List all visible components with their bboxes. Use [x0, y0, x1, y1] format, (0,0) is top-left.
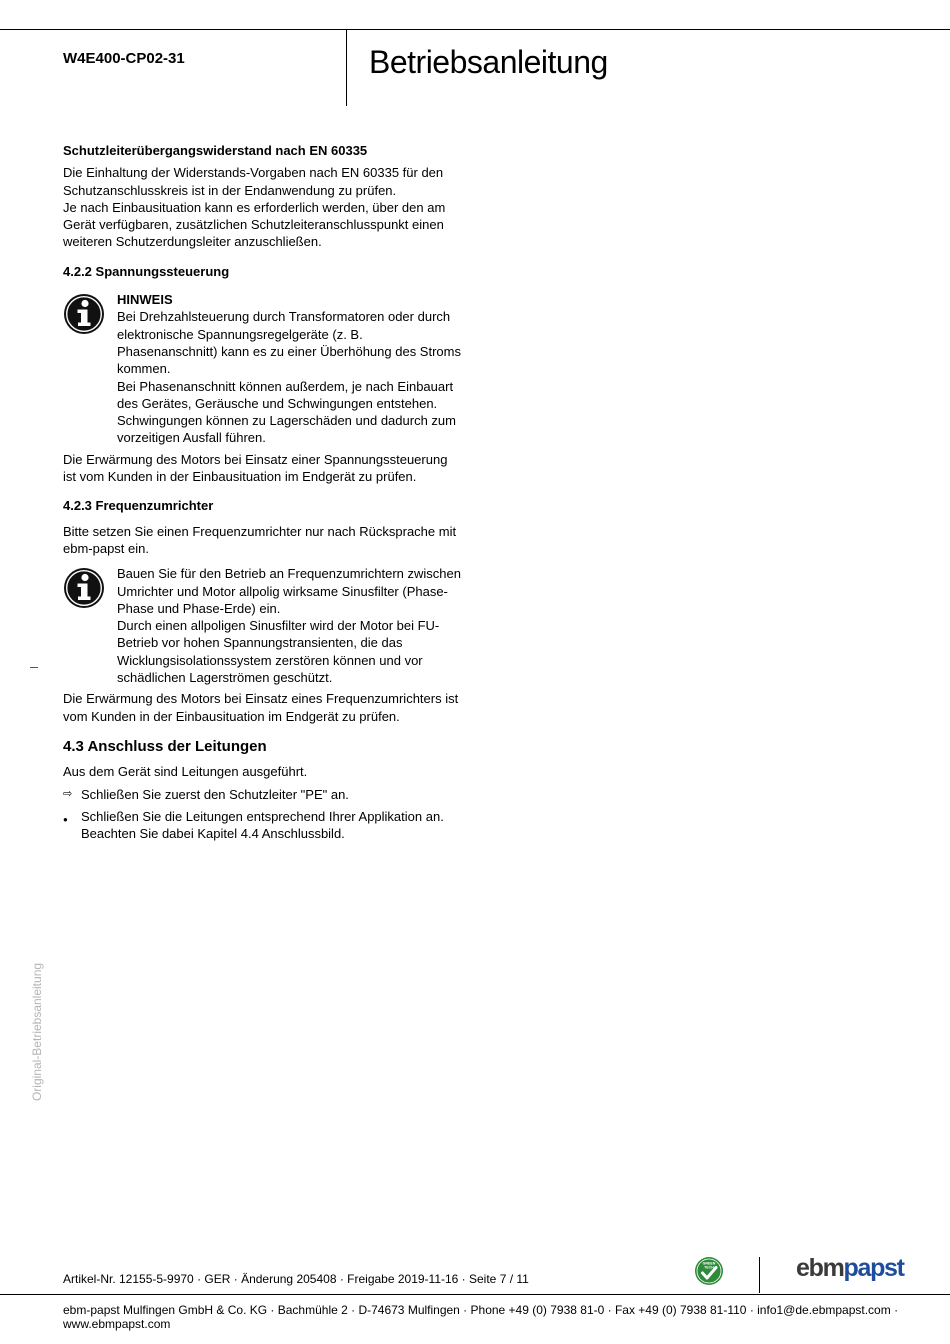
info-icon	[63, 567, 105, 609]
info-icon	[63, 293, 105, 335]
section-heading-voltage-control: 4.2.2 Spannungssteuerung	[63, 263, 230, 279]
bullet-dot-icon: ●	[63, 814, 68, 824]
main-content	[63, 142, 463, 842]
list-item-text: Schließen Sie zuerst den Schutzleiter "PE" an.	[81, 786, 349, 802]
paragraph: Die Einhaltung der Widerstands-Vorgaben nach EN 60335 für den Schutzanschlusskreis ist in der Endanwendung zu prüfen.	[63, 165, 444, 198]
paragraph: Je nach Einbausituation kann es erforderlich werden, über den am Gerät verfügbaren, zusätzlichen Schutzleiteranschlusspunkt einen weiteren Schutzerdungsleiter anzuschließen.	[63, 199, 446, 250]
header-top-rule	[0, 29, 950, 30]
header-divider	[346, 29, 347, 106]
note-title: HINWEIS	[117, 292, 173, 308]
margin-tick-mark	[30, 667, 38, 668]
section-heading-frequency-inverter: 4.2.3 Frequenzumrichter	[63, 498, 214, 514]
company-address-line: ebm-papst Mulfingen GmbH & Co. KG · Bachmühle 2 · D-74673 Mulfingen · Phone +49 (0) 7938 81-0 · Fax +49 (0) 7938 81-110 · info1@de.ebmpapst.com · www.ebmpapst.com	[63, 1303, 899, 1331]
paragraph: Die Erwärmung des Motors bei Einsatz eines Frequenzumrichters ist vom Kunden in der Einbausituation im Endgerät zu prüfen.	[63, 691, 459, 724]
note-text: Bei Phasenanschnitt können außerdem, je nach Einbauart des Gerätes, Geräusche und Schwingungen entstehen.	[117, 378, 454, 411]
note-text: Durch einen allpoligen Sinusfilter wird der Motor bei FU-Betrieb vor hohen Spannungstransienten, die das Wicklungsisolationssystem zerstören können und vor schädlichen Lagerströmen geschützt.	[117, 618, 440, 686]
section-heading-protective-conductor: Schutzleiterübergangswiderstand nach EN 60335	[63, 143, 368, 158]
ebmpapst-logo	[796, 1254, 904, 1283]
note-block-inverter	[63, 565, 463, 686]
paragraph: Bitte setzen Sie einen Frequenzumrichter nur nach Rücksprache mit ebm-papst ein.	[63, 523, 457, 556]
logo-part-ebm: ebm	[796, 1254, 844, 1282]
footer-brand-divider	[759, 1257, 760, 1293]
section-heading-cable-connection: 4.3 Anschluss der Leitungen	[63, 737, 267, 755]
model-number: W4E400-CP02-31	[63, 50, 185, 67]
note-block-voltage	[63, 291, 463, 447]
svg-text:GREEN: GREEN	[702, 1261, 716, 1266]
logo-part-papst: papst	[843, 1254, 904, 1282]
article-info: Artikel-Nr. 12155-5-9970 · GER · Änderung 205408 · Freigabe 2019-11-16 · Seite 7 / 11	[63, 1272, 529, 1286]
instruction-list	[63, 786, 463, 843]
side-label: Original-Betriebsanleitung	[30, 962, 44, 1102]
green-tech-check-icon	[694, 1256, 724, 1286]
list-item	[63, 786, 463, 803]
list-item-text: Schließen Sie die Leitungen entsprechend Ihrer Applikation an. Beachten Sie dabei Kapitel 4.4 Anschlussbild.	[81, 808, 444, 842]
paragraph: Aus dem Gerät sind Leitungen ausgeführt.	[63, 764, 308, 780]
note-text: Bei Drehzahlsteuerung durch Transformatoren oder durch elektronische Spannungsregelgeräte (z. B. Phasenanschnitt) kann es zu einer Überhöhung des Stroms kommen.	[117, 309, 461, 377]
arrow-right-icon: ⇨	[63, 787, 73, 800]
document-title: Betriebsanleitung	[369, 44, 608, 80]
note-text: Bauen Sie für den Betrieb an Frequenzumrichtern zwischen Umrichter und Motor allpolig wirksame Sinusfilter (Phase-Phase und Phase-Erde) ein.	[117, 566, 461, 616]
svg-text:TECH: TECH	[704, 1265, 714, 1270]
paragraph: Die Erwärmung des Motors bei Einsatz einer Spannungssteuerung ist vom Kunden in der Einbausituation im Endgerät zu prüfen.	[63, 451, 448, 485]
list-item	[63, 808, 463, 843]
note-text: Schwingungen können zu Lagerschäden und dadurch zum vorzeitigen Ausfall führen.	[117, 413, 456, 446]
footer-rule	[0, 1294, 950, 1295]
